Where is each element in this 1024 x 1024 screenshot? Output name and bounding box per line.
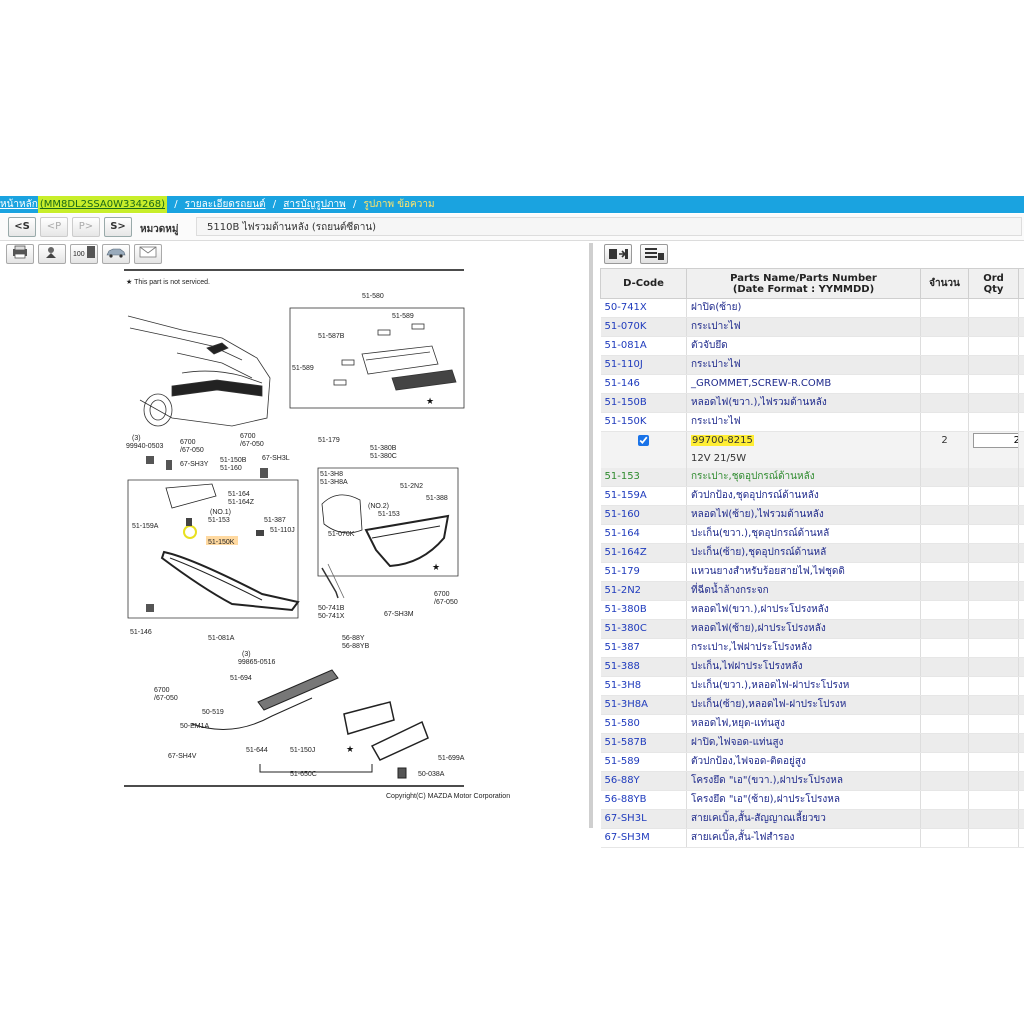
part-spec-row xyxy=(601,450,1024,468)
order-qty-cell xyxy=(969,829,1019,848)
part-name-cell: _GROMMET,SCREW-R.COMB xyxy=(687,375,921,394)
table-row[interactable] xyxy=(601,810,1024,829)
order-qty-cell xyxy=(969,413,1019,432)
part-name-cell: ตัวจับยึด xyxy=(687,337,921,356)
extra-cell xyxy=(1019,601,1024,620)
parts-table xyxy=(600,268,1024,848)
extra-cell xyxy=(1019,356,1024,375)
callout-67-sh4v: 67-SH4V xyxy=(168,753,197,760)
table-row[interactable] xyxy=(601,658,1024,677)
table-row[interactable] xyxy=(601,563,1024,582)
callout-51-589: 51-589 xyxy=(392,313,414,320)
breadcrumb-vin-link[interactable]: (MM8DL2SSA0W334268) xyxy=(38,196,167,213)
parts-name-header-line2: (Date Format : YYMMDD) xyxy=(732,283,875,295)
table-row[interactable] xyxy=(601,829,1024,848)
dcode-cell[interactable]: 67-SH3M xyxy=(601,829,687,848)
callout-6700-a: 6700 xyxy=(180,439,196,446)
extra-cell xyxy=(1019,375,1024,394)
callout-51-150j: 51-150J xyxy=(290,747,316,754)
table-row[interactable] xyxy=(601,639,1024,658)
callout-67-050-c: /67-050 xyxy=(434,599,458,606)
part-qty: 2 xyxy=(921,432,969,451)
callout-51-694: 51-694 xyxy=(230,675,252,682)
dcode-cell[interactable]: 51-164 xyxy=(601,525,687,544)
dcode-cell[interactable]: 51-387 xyxy=(601,639,687,658)
zoom-100-icon-graphic xyxy=(72,245,96,259)
callout-51-587b: 51-587B xyxy=(318,333,345,340)
table-row[interactable] xyxy=(601,299,1024,318)
callout-50-em1a: 50-EM1A xyxy=(180,723,210,730)
extra-cell xyxy=(1019,658,1024,677)
part-name-cell: สายเคเบิ้ล,สั้น-สัญญาณเลี้ยวขว xyxy=(687,810,921,829)
callout-50-038a: 50-038A xyxy=(418,771,445,778)
qty-column-header[interactable]: จำนวน xyxy=(921,269,969,299)
qty-cell xyxy=(921,829,969,848)
part-name-cell: หลอดไฟ,หยุด-แท่นสูง xyxy=(687,715,921,734)
dcode-cell[interactable]: 51-146 xyxy=(601,375,687,394)
not-serviced-star: ★ xyxy=(426,397,435,407)
order-qty-cell xyxy=(969,299,1019,318)
callout-67-050-a: /67-050 xyxy=(180,447,204,454)
extra-cell xyxy=(1019,791,1024,810)
email-icon-graphic xyxy=(139,245,157,259)
callout-51-644: 51-644 xyxy=(246,747,268,754)
dcode-cell[interactable]: 56-88YB xyxy=(601,791,687,810)
part-name-cell: โครงยึด "เอ"(ขวา.),ฝาประโปรงหล xyxy=(687,772,921,791)
qty-cell xyxy=(921,715,969,734)
callout-51-150b: 51-150B xyxy=(220,457,247,464)
svg-text:100: 100 xyxy=(73,251,85,258)
parts-list-icon-graphic xyxy=(641,245,667,263)
callout-3-a: (3) xyxy=(132,435,141,442)
qty-cell xyxy=(921,506,969,525)
callout-99865-0516: 99865-0516 xyxy=(238,659,276,666)
callout-no1: (NO.1) xyxy=(210,509,231,516)
qty-cell xyxy=(921,639,969,658)
callout-56-88yb: 56-88YB xyxy=(342,643,370,650)
extra-cell xyxy=(1019,432,1024,451)
zoom-100-icon[interactable] xyxy=(70,244,98,264)
order-qty-cell xyxy=(969,525,1019,544)
next-page-button[interactable]: P> xyxy=(72,217,100,237)
order-qty-cell xyxy=(969,356,1019,375)
parts-illustration[interactable] xyxy=(122,268,568,803)
dcode-cell[interactable]: 51-110J xyxy=(601,356,687,375)
reflector-bar-drawing xyxy=(192,670,428,778)
dcode-cell[interactable]: 51-150B xyxy=(601,394,687,413)
qty-cell xyxy=(921,299,969,318)
navigation-row xyxy=(0,214,1024,241)
qty-cell xyxy=(921,601,969,620)
callout-51-380b: 51-380B xyxy=(370,445,397,452)
parts-list-icon[interactable] xyxy=(640,244,668,264)
parts-table-body-continued xyxy=(601,468,1024,848)
parts-name-column-header[interactable] xyxy=(687,269,921,299)
previous-page-button[interactable]: <P xyxy=(40,217,68,237)
breadcrumb-separator: / xyxy=(174,199,178,210)
table-row[interactable] xyxy=(601,356,1024,375)
callout-3-b: (3) xyxy=(242,651,251,658)
table-row[interactable] xyxy=(601,375,1024,394)
add-to-cart-icon[interactable] xyxy=(604,244,632,264)
table-row[interactable] xyxy=(601,468,1024,487)
dcode-cell[interactable]: 51-3H8 xyxy=(601,677,687,696)
part-spec: 12V 21/5W xyxy=(687,450,921,468)
callout-51-699a: 51-699A xyxy=(438,755,465,762)
callout-51-380c: 51-380C xyxy=(370,453,397,460)
category-field: 5110B ไฟรวมด้านหลัง (รถยนต์ซีดาน) xyxy=(196,217,1022,236)
table-row[interactable] xyxy=(601,677,1024,696)
qty-cell xyxy=(921,468,969,487)
table-row[interactable] xyxy=(601,413,1024,432)
vehicle-view-icon[interactable] xyxy=(102,244,130,264)
callout-67-050-d: /67-050 xyxy=(154,695,178,702)
part-number[interactable]: 99700-8215 xyxy=(692,435,753,446)
dcode-cell[interactable]: 51-153 xyxy=(601,468,687,487)
extra-cell xyxy=(1019,677,1024,696)
first-section-button[interactable]: <S xyxy=(8,217,36,237)
bulb-socket-part xyxy=(186,518,192,526)
extra-cell xyxy=(1019,563,1024,582)
order-qty-cell xyxy=(969,468,1019,487)
part-name-cell: โครงยึด "เอ"(ซ้าย),ฝาประโปรงหล xyxy=(687,791,921,810)
order-qty-cell xyxy=(969,696,1019,715)
extra-cell xyxy=(1019,639,1024,658)
dcode-cell[interactable]: 51-380C xyxy=(601,620,687,639)
order-qty-cell xyxy=(969,318,1019,337)
dcode-cell[interactable]: 51-164Z xyxy=(601,544,687,563)
dcode-cell[interactable]: 56-88Y xyxy=(601,772,687,791)
table-row[interactable] xyxy=(601,506,1024,525)
callout-51-580: 51-580 xyxy=(362,293,384,300)
extra-cell xyxy=(1019,582,1024,601)
callout-50-741x: 50-741X xyxy=(318,613,345,620)
extra-cell xyxy=(1019,753,1024,772)
order-qty-header-line1: Ord xyxy=(983,272,1004,284)
extra-cell xyxy=(1019,696,1024,715)
dcode-cell[interactable]: 50-741X xyxy=(601,299,687,318)
table-row[interactable] xyxy=(601,715,1024,734)
dcode-cell[interactable]: 51-070K xyxy=(601,318,687,337)
table-row[interactable] xyxy=(601,772,1024,791)
parts-table-body xyxy=(601,299,1024,432)
dcode-cell[interactable]: 51-380B xyxy=(601,601,687,620)
dcode-cell[interactable]: 67-SH3L xyxy=(601,810,687,829)
part-select-checkbox[interactable] xyxy=(638,435,649,446)
callout-51-650c: 51-650C xyxy=(290,771,317,778)
qty-cell xyxy=(921,318,969,337)
order-qty-cell xyxy=(969,544,1019,563)
qty-cell xyxy=(921,582,969,601)
dcode-cell[interactable]: 51-3H8A xyxy=(601,696,687,715)
table-row[interactable] xyxy=(601,582,1024,601)
callout-51-081a: 51-081A xyxy=(208,635,235,642)
callout-51-3h8a: 51-3H8A xyxy=(320,479,348,486)
part-name-cell: ปะเก็น(ขวา.),หลอดไฟ-ฝาประโปรงห xyxy=(687,677,921,696)
dcode-cell[interactable]: 51-587B xyxy=(601,734,687,753)
extra-cell xyxy=(1019,525,1024,544)
callout-51-388: 51-388 xyxy=(426,495,448,502)
order-qty-cell xyxy=(969,772,1019,791)
table-row[interactable] xyxy=(601,791,1024,810)
callout-50-519: 50-519 xyxy=(202,709,224,716)
car-rear-drawing xyxy=(128,316,270,426)
extra-cell xyxy=(1019,299,1024,318)
callout-51-3h8: 51-3H8 xyxy=(320,471,343,478)
zoom-fit-icon[interactable] xyxy=(38,244,66,264)
order-qty-header-line2: Qty xyxy=(983,283,1004,295)
order-qty-cell xyxy=(969,337,1019,356)
part-name-cell: หลอดไฟ(ซ้าย),ไฟรวมด้านหลัง xyxy=(687,506,921,525)
dcode-cell[interactable]: 51-081A xyxy=(601,337,687,356)
selected-part-block xyxy=(601,432,1024,469)
part-name-cell: กระเปาะไฟ xyxy=(687,318,921,337)
qty-cell xyxy=(921,810,969,829)
last-section-button[interactable]: S> xyxy=(104,217,132,237)
table-row[interactable] xyxy=(601,753,1024,772)
table-row[interactable] xyxy=(601,394,1024,413)
order-qty-cell xyxy=(969,601,1019,620)
qty-cell xyxy=(921,525,969,544)
extra-cell xyxy=(1019,734,1024,753)
qty-cell xyxy=(921,544,969,563)
callout-50-741b: 50-741B xyxy=(318,605,345,612)
qty-cell xyxy=(921,658,969,677)
callout-51-070k: 51-070K xyxy=(328,531,355,538)
table-row[interactable] xyxy=(601,487,1024,506)
breadcrumb-vehicle-details-link[interactable]: รายละเอียดรถยนต์ xyxy=(184,199,266,210)
cover-part xyxy=(322,568,338,598)
stop-lamp-drawing xyxy=(334,324,456,390)
part-name-cell: หลอดไฟ(ขวา.),ฝาประโปรงหลัง xyxy=(687,601,921,620)
order-qty-cell xyxy=(969,734,1019,753)
stop-lamp-detail-box xyxy=(290,308,464,408)
selected-part-row[interactable] xyxy=(601,432,1024,451)
part-name-cell: หลอดไฟ(ซ้าย),ฝาประโปรงหลัง xyxy=(687,620,921,639)
callout-51-160: 51-160 xyxy=(220,465,242,472)
callout-6700-b: 6700 xyxy=(240,433,256,440)
print-icon-graphic xyxy=(10,245,30,259)
part-name-cell: ปะเก็น,ไฟฝาประโปรงหลัง xyxy=(687,658,921,677)
order-qty-cell xyxy=(969,658,1019,677)
order-qty-cell xyxy=(969,563,1019,582)
table-row[interactable] xyxy=(601,544,1024,563)
callout-51-159a: 51-159A xyxy=(132,523,159,530)
select-cell xyxy=(601,432,687,451)
callout-51-2n2: 51-2N2 xyxy=(400,483,423,490)
qty-cell xyxy=(921,563,969,582)
email-icon[interactable] xyxy=(134,244,162,264)
dcode-cell[interactable]: 51-580 xyxy=(601,715,687,734)
extra-cell xyxy=(1019,337,1024,356)
part-name-cell: ปะเก็น(ขวา.),ชุดอุปกรณ์ด้านหลั xyxy=(687,525,921,544)
part-name-cell: ปะเก็น(ซ้าย),ชุดอุปกรณ์ด้านหลั xyxy=(687,544,921,563)
extra-cell xyxy=(1019,620,1024,639)
extra-cell xyxy=(1019,318,1024,337)
qty-cell xyxy=(921,791,969,810)
part-name-cell: สายเคเบิ้ล,สั้น-ไฟสำรอง xyxy=(687,829,921,848)
callout-51-150k[interactable]: 51-150K xyxy=(208,539,235,546)
parts-name-header-line1: Parts Name/Parts Number xyxy=(730,272,877,284)
dcode-cell[interactable]: 51-150K xyxy=(601,413,687,432)
part-name-cell: กระเปาะ,ชุดอุปกรณ์ด้านหลัง xyxy=(687,468,921,487)
qty-cell xyxy=(921,620,969,639)
callout-51-589-b: 51-589 xyxy=(292,365,314,372)
order-qty-cell xyxy=(969,487,1019,506)
callout-51-110j: 51-110J xyxy=(270,527,295,534)
callout-51-164z: 51-164Z xyxy=(228,499,255,506)
qty-cell xyxy=(921,734,969,753)
qty-cell xyxy=(921,394,969,413)
extra-cell xyxy=(1019,544,1024,563)
callout-67-sh3m: 67-SH3M xyxy=(384,611,414,618)
breadcrumb-illustration-index-link[interactable]: สารบัญรูปภาพ xyxy=(283,199,346,210)
dcode-cell[interactable]: 51-160 xyxy=(601,506,687,525)
order-qty-column-header[interactable] xyxy=(969,269,1019,299)
table-row[interactable] xyxy=(601,696,1024,715)
extra-cell xyxy=(1019,772,1024,791)
part-name-cell: ตัวปกป้อง,ชุดอุปกรณ์ด้านหลัง xyxy=(687,487,921,506)
dcode-cell[interactable]: 51-589 xyxy=(601,753,687,772)
callout-51-153-b: 51-153 xyxy=(378,511,400,518)
callout-99940-0503: 99940-0503 xyxy=(126,443,164,450)
part-name-cell: ตัวปกป้อง,ไฟจอด-ติดอยู่สูง xyxy=(687,753,921,772)
order-qty-cell xyxy=(969,677,1019,696)
part-number-cell xyxy=(687,432,921,451)
copyright-text: Copyright(C) MAZDA Motor Corporation xyxy=(386,793,511,800)
callout-51-179: 51-179 xyxy=(318,437,340,444)
breadcrumb-separator: / xyxy=(352,199,357,210)
qty-cell xyxy=(921,356,969,375)
callout-6700-d: 6700 xyxy=(154,687,170,694)
part-name-cell: ฝาปิด(ซ้าย) xyxy=(687,299,921,318)
dcode-cell[interactable]: 51-179 xyxy=(601,563,687,582)
part-name-cell: หลอดไฟ(ขวา.),ไฟรวมด้านหลัง xyxy=(687,394,921,413)
callout-51-153-a: 51-153 xyxy=(208,517,230,524)
bulb-part xyxy=(256,530,264,536)
grommet-part xyxy=(146,604,154,612)
vehicle-view-icon-graphic xyxy=(105,245,127,259)
callout-67-050-b: /67-050 xyxy=(240,441,264,448)
extra-cell xyxy=(1019,715,1024,734)
order-qty-cell xyxy=(969,753,1019,772)
print-icon[interactable] xyxy=(6,244,34,264)
table-row[interactable] xyxy=(601,525,1024,544)
order-qty-cell xyxy=(969,394,1019,413)
table-row[interactable] xyxy=(601,318,1024,337)
not-serviced-note: ★ This part is not serviced. xyxy=(126,279,210,286)
order-qty-cell xyxy=(969,375,1019,394)
callout-56-88y: 56-88Y xyxy=(342,635,365,642)
part-name-cell: ฝาปิด,ไฟจอด-แท่นสูง xyxy=(687,734,921,753)
spec-empty-cell xyxy=(921,450,969,468)
breadcrumb-current-page: รูปภาพ ข้อความ xyxy=(363,199,435,210)
add-to-cart-icon-graphic xyxy=(605,245,631,263)
dcode-cell[interactable]: 51-388 xyxy=(601,658,687,677)
extra-cell xyxy=(1019,413,1024,432)
callout-no2: (NO.2) xyxy=(368,503,389,510)
order-qty-cell xyxy=(969,810,1019,829)
part-name-cell: กระเปาะไฟ xyxy=(687,413,921,432)
breadcrumb-home-link[interactable]: หน้าหลัก xyxy=(0,199,38,210)
order-qty-cell xyxy=(969,432,1019,451)
not-serviced-star: ★ xyxy=(346,745,355,755)
extra-cell xyxy=(1019,810,1024,829)
order-qty-cell xyxy=(969,506,1019,525)
not-serviced-star: ★ xyxy=(432,563,441,573)
order-qty-input[interactable] xyxy=(973,433,1019,448)
extra-cell xyxy=(1019,468,1024,487)
callout-67-sh3y: 67-SH3Y xyxy=(180,461,209,468)
part-name-cell: แหวนยางสำหรับร้อยสายไฟ,ไฟชุดดิ xyxy=(687,563,921,582)
extra-cell xyxy=(1019,394,1024,413)
table-row[interactable] xyxy=(601,620,1024,639)
zoom-fit-icon-graphic xyxy=(42,245,62,259)
part-name-cell: กระเปาะ,ไฟฝาประโปรงหลัง xyxy=(687,639,921,658)
extra-column-header xyxy=(1019,269,1024,299)
breadcrumb-separator: / xyxy=(272,199,277,210)
spec-empty-cell xyxy=(601,450,687,468)
callout-51-387: 51-387 xyxy=(264,517,286,524)
part-name-cell: ที่ฉีดน้ำล้างกระจก xyxy=(687,582,921,601)
qty-cell xyxy=(921,337,969,356)
breadcrumb xyxy=(0,196,1024,213)
extra-cell xyxy=(1019,506,1024,525)
qty-cell xyxy=(921,772,969,791)
part-name-cell: ปะเก็น(ซ้าย),หลอดไฟ-ฝาประโปรงห xyxy=(687,696,921,715)
table-row[interactable] xyxy=(601,337,1024,356)
category-label: หมวดหมู่ xyxy=(140,224,179,235)
extra-cell xyxy=(1019,829,1024,848)
table-row[interactable] xyxy=(601,601,1024,620)
order-qty-cell xyxy=(969,620,1019,639)
spec-empty-cell xyxy=(1019,450,1024,468)
qty-cell xyxy=(921,753,969,772)
order-qty-cell xyxy=(969,715,1019,734)
spec-empty-cell xyxy=(969,450,1019,468)
dcode-column-header[interactable]: D-Code xyxy=(601,269,687,299)
selected-part-marker xyxy=(184,526,196,538)
callout-51-146: 51-146 xyxy=(130,629,152,636)
dcode-cell[interactable]: 51-2N2 xyxy=(601,582,687,601)
order-qty-cell xyxy=(969,791,1019,810)
callout-51-164: 51-164 xyxy=(228,491,250,498)
qty-cell xyxy=(921,677,969,696)
order-qty-cell xyxy=(969,639,1019,658)
order-qty-cell xyxy=(969,582,1019,601)
qty-cell xyxy=(921,696,969,715)
callout-6700-c: 6700 xyxy=(434,591,450,598)
qty-cell xyxy=(921,375,969,394)
extra-cell xyxy=(1019,487,1024,506)
pane-splitter[interactable] xyxy=(589,243,593,828)
part-name-cell: กระเปาะไฟ xyxy=(687,356,921,375)
dcode-cell[interactable]: 51-159A xyxy=(601,487,687,506)
qty-cell xyxy=(921,413,969,432)
callout-67-sh3l: 67-SH3L xyxy=(262,455,290,462)
qty-cell xyxy=(921,487,969,506)
table-row[interactable] xyxy=(601,734,1024,753)
